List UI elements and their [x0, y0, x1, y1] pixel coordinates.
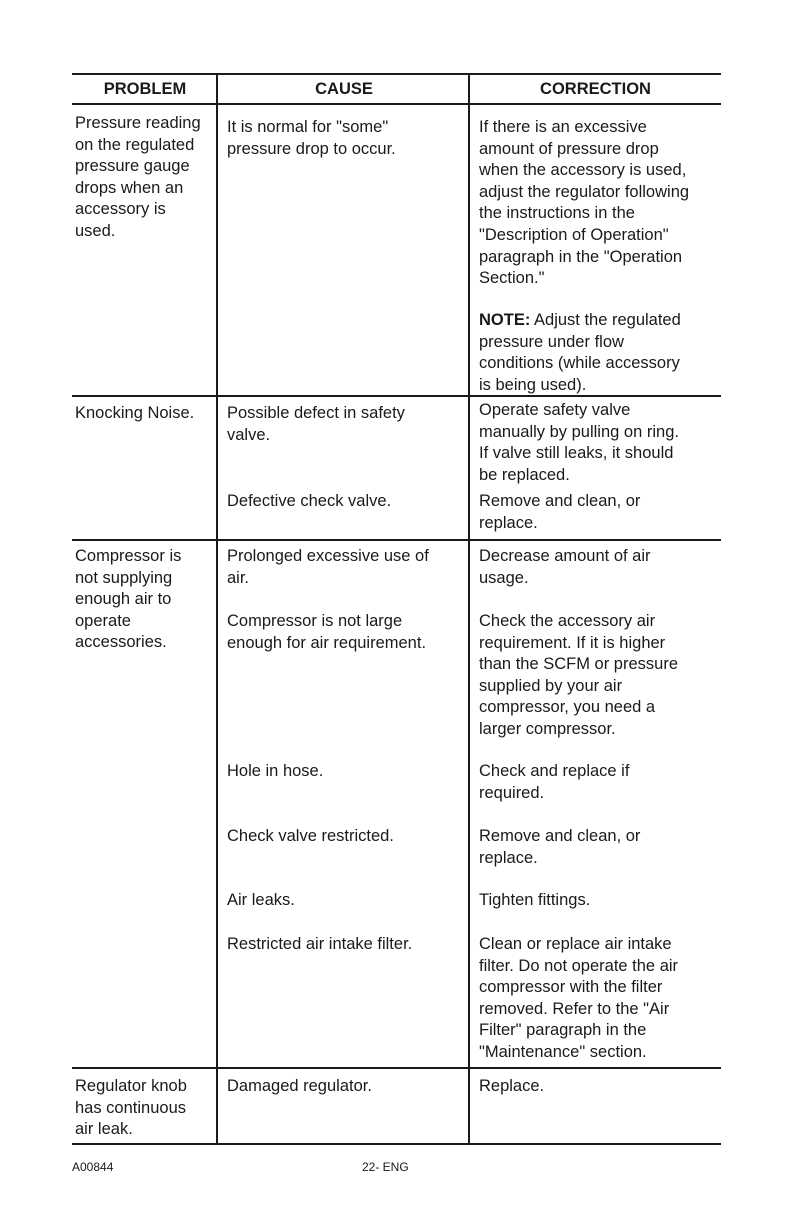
- correction-cell: Remove and clean, or replace.: [479, 492, 641, 532]
- table-row: [72, 105, 721, 397]
- cause-cell: Hole in hose.: [227, 762, 324, 780]
- document-code: A00844: [72, 1160, 114, 1174]
- troubleshooting-table: [72, 73, 721, 1145]
- header-problem: PROBLEM: [103, 79, 187, 98]
- cause-cell: Prolonged excessive use of air.: [227, 547, 429, 587]
- cause-cell: Air leaks.: [227, 891, 295, 909]
- cause-cell: Check valve restricted.: [227, 827, 394, 845]
- cause-cell: Compressor is not large enough for air requirement.: [227, 612, 427, 652]
- cause-cell: It is normal for "some" pressure drop to occur.: [227, 118, 396, 158]
- cause-cell: Defective check valve.: [227, 492, 392, 510]
- cause-cell: Possible defect in safety valve.: [227, 404, 405, 444]
- table-header: [72, 75, 721, 105]
- header-cause: CAUSE: [315, 79, 373, 98]
- table-row: [72, 1069, 721, 1143]
- cause-cell: Damaged regulator.: [227, 1077, 372, 1095]
- correction-cell: If there is an excessive amount of pressure drop when the accessory is used, adjust the regulator following the instructions in the "Description of Operation" paragraph in the "Operation Section.": [479, 118, 690, 288]
- problem-cell: Regulator knob has continuous air leak.: [75, 1077, 187, 1139]
- page-number: 22- ENG: [362, 1160, 409, 1174]
- table-row: [72, 541, 721, 1069]
- problem-cell: Knocking Noise.: [75, 404, 195, 422]
- problem-cell: Pressure reading on the regulated pressure gauge drops when an accessory is used.: [75, 114, 201, 240]
- correction-cell: Check and replace if required.: [479, 762, 630, 802]
- note-cell: [479, 310, 721, 396]
- table-row: [72, 397, 721, 541]
- header-correction: CORRECTION: [540, 79, 651, 98]
- correction-cell: Operate safety valve manually by pulling on ring. If valve still leaks, it should be replaced.: [479, 401, 679, 484]
- correction-cell: Check the accessory air requirement. If it is higher than the SCFM or pressure supplied by your air compressor, you need a larger compressor.: [479, 612, 678, 738]
- correction-cell: Decrease amount of air usage.: [479, 547, 651, 587]
- problem-cell: Compressor is not supplying enough air to operate accessories.: [75, 547, 182, 652]
- correction-cell: Tighten fittings.: [479, 891, 591, 909]
- correction-cell: Replace.: [479, 1077, 545, 1095]
- cause-cell: Restricted air intake filter.: [227, 935, 413, 953]
- note-text: Adjust the regulated pressure under flow conditions (while accessory is being used).: [479, 311, 681, 394]
- correction-cell: Clean or replace air intake filter. Do not operate the air compressor with the filter removed. Refer to the "Air Filter" paragraph in the "Maintenance" section.: [479, 935, 679, 1061]
- correction-cell: Remove and clean, or replace.: [479, 827, 641, 867]
- note-label: NOTE:: [479, 311, 531, 329]
